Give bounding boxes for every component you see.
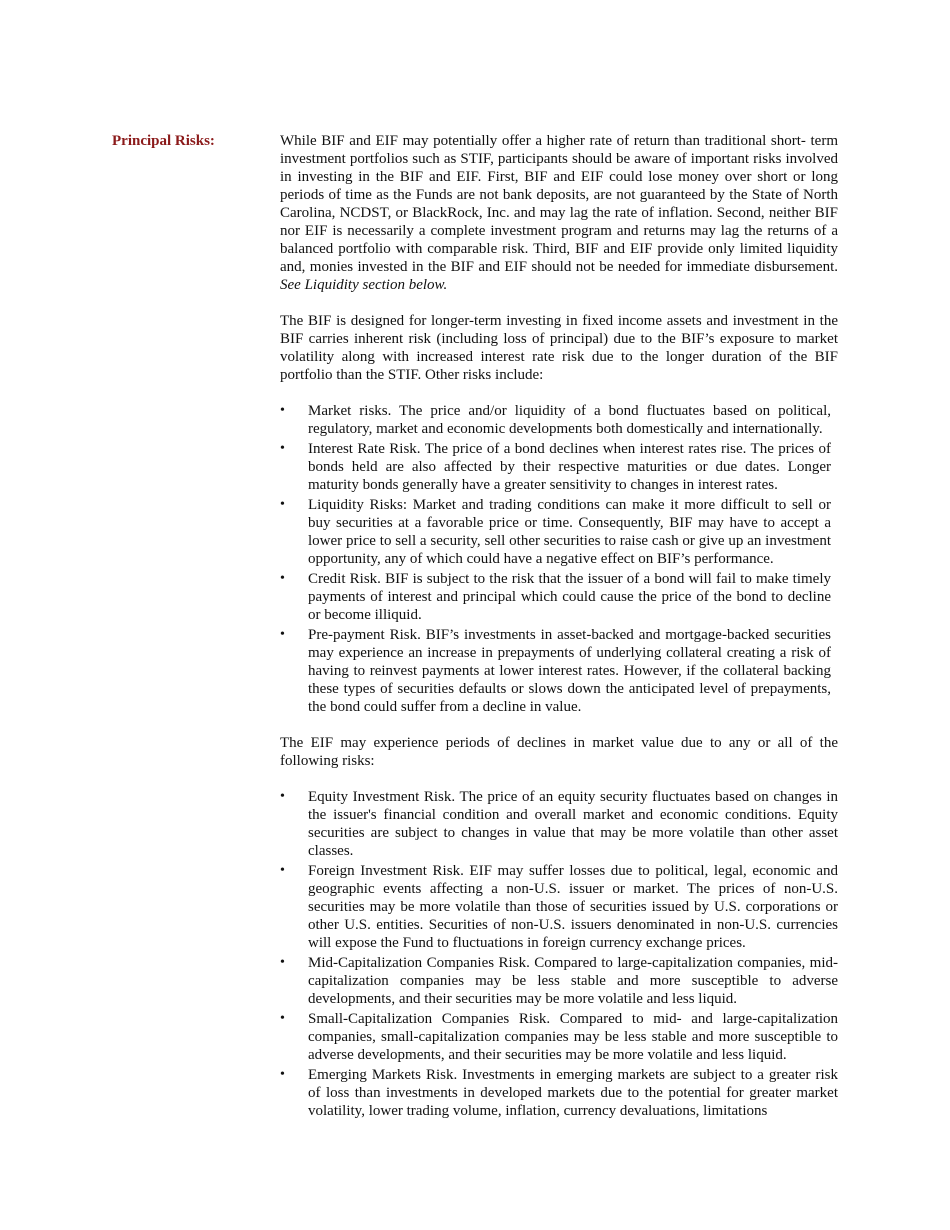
risk-text: Emerging Markets Risk. Investments in emerging markets are subject to a greater risk of loss than investments in developed markets due to the potential for greater market volatility, lower trading volume, inflation, currency devaluations, limitations xyxy=(308,1067,838,1119)
list-item xyxy=(280,862,838,952)
principal-risks-body xyxy=(280,132,838,1138)
intro-text: While BIF and EIF may potentially offer a higher rate of return than traditional short- term investment portfolios such as STIF, participants should be aware of important risks involved in investing in the BIF and EIF. First, BIF and EIF could lose money over short or long periods of time as the Funds are not bank deposits, are not guaranteed by the State of North Carolina, NCDST, or BlackRock, Inc. and may lag the rate of inflation. Second, neither BIF nor EIF is necessarily a complete investment program and returns may lag the returns of a balanced portfolio with comparable risk. Third, BIF and EIF provide only limited liquidity and, monies invested in the BIF and EIF should not be needed for immediate disbursement. xyxy=(280,133,838,275)
section-heading-principal-risks: Principal Risks: xyxy=(112,133,215,149)
list-item xyxy=(280,402,831,438)
bullet-icon: • xyxy=(280,1011,285,1026)
risk-text: Equity Investment Risk. The price of an equity security fluctuates based on changes in the issuer's financial condition and overall market and economic conditions. Equity securities are subject to changes in value that may be more volatile than other asset classes. xyxy=(308,789,838,859)
risk-text: Interest Rate Risk. The price of a bond declines when interest rates rise. The prices of bonds held are also affected by their respective maturities or due dates. Longer maturity bonds generally have a greater sensitivity to changes in interest rates. xyxy=(308,441,831,493)
bullet-icon: • xyxy=(280,863,285,878)
eif-risk-list xyxy=(280,788,838,1120)
risk-text: Foreign Investment Risk. EIF may suffer losses due to political, legal, economic and geographic events affecting a non-U.S. issuer or market. The prices of non-U.S. securities may be more volatile than those of securities issued by U.S. corporations or other U.S. entities. Securities of non-U.S. issuers denominated in non-U.S. currencies will expose the Fund to fluctuations in foreign currency exchange prices. xyxy=(308,863,838,951)
list-item xyxy=(280,440,831,494)
risk-text: Pre-payment Risk. BIF’s investments in asset-backed and mortgage-backed securities may experience an increase in prepayments of underlying collateral creating a risk of having to reinvest payments at lower interest rates. However, if the collateral backing these types of securities defaults or slows down the anticipated level of prepayments, the bond could suffer from a decline in value. xyxy=(308,627,831,715)
list-item xyxy=(280,788,838,860)
risk-text: Liquidity Risks: Market and trading conditions can make it more difficult to sell or buy securities at a favorable price or time. Consequently, BIF may have to accept a lower price to sell a security, sell other securities to raise cash or give up an investment opportunity, any of which could have a negative effect on BIF’s performance. xyxy=(308,497,831,567)
bullet-icon: • xyxy=(280,571,285,586)
bullet-icon: • xyxy=(280,627,285,642)
risk-text: Market risks. The price and/or liquidity of a bond fluctuates based on political, regulatory, market and economic developments both domestically and internationally. xyxy=(308,403,831,437)
list-item xyxy=(280,1066,838,1120)
risk-text: Small-Capitalization Companies Risk. Compared to mid- and large-capitalization companies, small-capitalization companies may be less stable and more susceptible to adverse developments, and their securities may be more volatile and less liquid. xyxy=(308,1011,838,1063)
list-item xyxy=(280,954,838,1008)
list-item xyxy=(280,1010,838,1064)
liquidity-section-reference: See Liquidity section below. xyxy=(280,277,448,293)
bif-intro-paragraph: The BIF is designed for longer-term investing in fixed income assets and investment in the BIF carries inherent risk (including loss of principal) due to the BIF’s exposure to market volatility along with increased interest rate risk due to the longer duration of the BIF portfolio than the STIF. Other risks include: xyxy=(280,313,838,383)
bullet-icon: • xyxy=(280,497,285,512)
risk-text: Credit Risk. BIF is subject to the risk that the issuer of a bond will fail to make timely payments of interest and principal which could cause the price of the bond to decline or become illiquid. xyxy=(308,571,831,623)
bullet-icon: • xyxy=(280,789,285,804)
eif-intro-paragraph: The EIF may experience periods of declines in market value due to any or all of the following risks: xyxy=(280,735,838,769)
bullet-icon: • xyxy=(280,403,285,418)
list-item xyxy=(280,570,831,624)
list-item xyxy=(280,626,831,716)
list-item xyxy=(280,496,831,568)
intro-paragraph xyxy=(280,132,838,294)
bullet-icon: • xyxy=(280,955,285,970)
bullet-icon: • xyxy=(280,1067,285,1082)
risk-text: Mid-Capitalization Companies Risk. Compared to large-capitalization companies, mid-capitalization companies may be less stable and more susceptible to adverse developments, and their securities may be more volatile and less liquid. xyxy=(308,955,838,1007)
bullet-icon: • xyxy=(280,441,285,456)
bif-risk-list xyxy=(280,402,831,716)
